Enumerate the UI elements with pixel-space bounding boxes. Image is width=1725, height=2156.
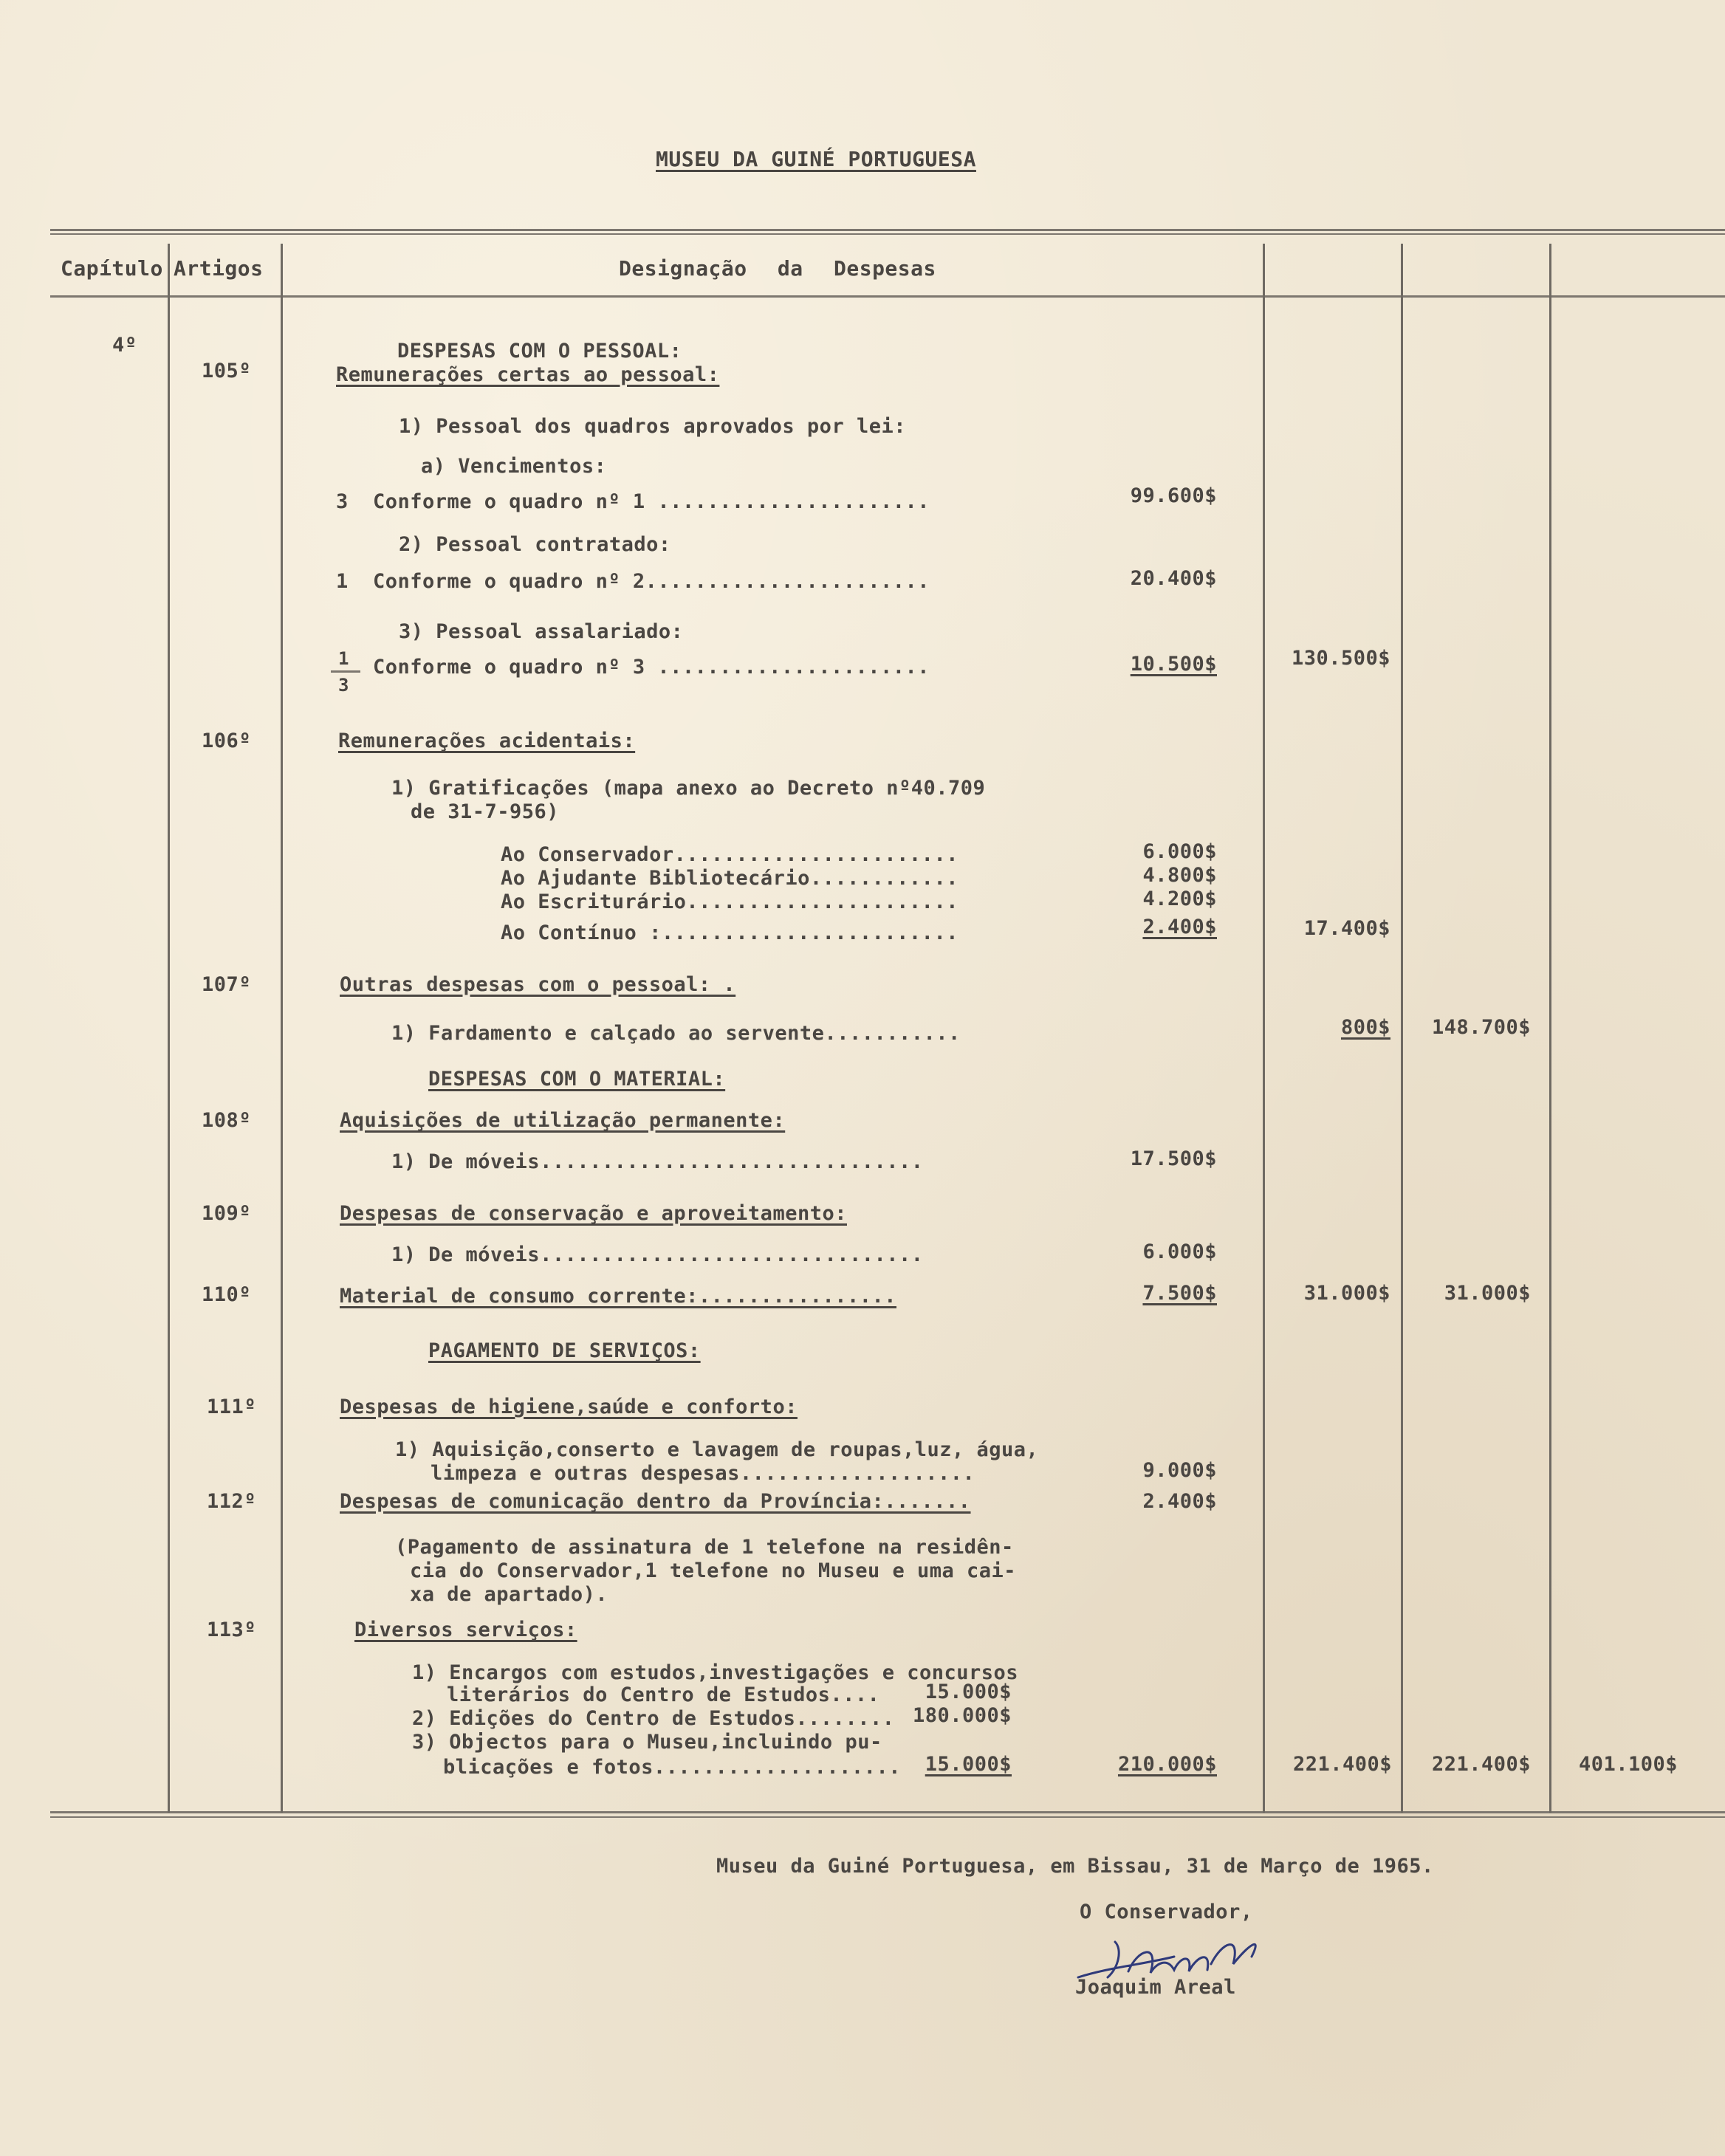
header-artigos: Artigos <box>174 256 264 281</box>
article-113: 113º <box>207 1618 257 1641</box>
line-pessoal-contratado: 2) Pessoal contratado: <box>399 533 671 556</box>
subtotal-servicos: 210.000$ <box>1117 1753 1217 1776</box>
total-material: 31.000$ <box>1444 1282 1531 1305</box>
q3-fraction-num: 1 <box>338 648 349 669</box>
section-pagamento: PAGAMENTO DE SERVIÇOS: <box>428 1339 701 1362</box>
article-108: 108º <box>202 1109 252 1132</box>
value-moveis-2: 6.000$ <box>1142 1240 1217 1263</box>
footer-role: O Conservador, <box>1080 1901 1253 1923</box>
value-comunicacao: 2.400$ <box>1142 1490 1217 1513</box>
q3-label: Conforme o quadro nº 3 ...................... <box>373 656 930 679</box>
total-servicos-1: 221.400$ <box>1292 1753 1392 1776</box>
q3-subtotal: 130.500$ <box>1291 647 1390 670</box>
q3-fraction-bar <box>331 670 360 673</box>
article-107: 107º <box>202 973 252 996</box>
line-vencimentos: a) Vencimentos: <box>421 455 607 478</box>
section-pessoal: DESPESAS COM O PESSOAL: <box>397 340 682 363</box>
q2-label: Conforme o quadro nº 2....................... <box>373 570 930 593</box>
line-pagamento-assinatura-2: cia do Conservador,1 telefone no Museu e uma cai- <box>410 1559 1017 1582</box>
line-continuo: Ao Contínuo :........................ <box>501 921 958 944</box>
col-divider-1 <box>168 244 170 1813</box>
article-112: 112º <box>207 1490 257 1513</box>
value-higiene: 9.000$ <box>1142 1459 1217 1482</box>
line-moveis-1: 1) De móveis............................... <box>391 1150 924 1173</box>
q1-value: 99.600$ <box>1130 484 1217 507</box>
heading-conservacao: Despesas de conservação e aproveitamento: <box>340 1202 847 1225</box>
subtotal-material: 31.000$ <box>1303 1282 1390 1305</box>
article-111: 111º <box>207 1395 257 1418</box>
table-bottom-rule <box>50 1811 1725 1813</box>
line-gratificacoes: 1) Gratificações (mapa anexo ao Decreto nº40.709 <box>391 777 986 800</box>
table-top-rule <box>50 229 1725 231</box>
table-top-rule-2 <box>50 233 1725 235</box>
line-gratificacoes-2: de 31-7-956) <box>411 800 560 823</box>
q2-count: 1 <box>336 570 349 593</box>
header-designacao: Designação da Despesas <box>619 256 936 281</box>
article-109: 109º <box>202 1202 252 1225</box>
line-escriturario: Ao Escriturário...................... <box>501 890 958 913</box>
header-capitulo: Capítulo <box>61 256 163 281</box>
q3-fraction-den: 3 <box>338 675 349 696</box>
q2-value: 20.400$ <box>1130 567 1217 590</box>
value-fardamento: 800$ <box>1340 1016 1390 1039</box>
heading-rem-acidentais: Remunerações acidentais: <box>338 729 636 752</box>
line-pessoal-assalariado: 3) Pessoal assalariado: <box>399 620 684 643</box>
article-105: 105º <box>202 360 252 382</box>
value-continuo: 2.400$ <box>1142 916 1217 938</box>
line-ajudante: Ao Ajudante Bibliotecário............ <box>501 867 958 890</box>
section-material: DESPESAS COM O MATERIAL: <box>428 1068 726 1091</box>
line-material-consumo: Material de consumo corrente:................ <box>340 1285 896 1308</box>
value-objectos: 15.000$ <box>925 1753 1012 1776</box>
value-material-consumo: 7.500$ <box>1142 1282 1217 1305</box>
footer-name: Joaquim Areal <box>1075 1976 1236 1999</box>
col-divider-3 <box>1263 244 1265 1813</box>
col-divider-5 <box>1549 244 1551 1813</box>
line-aquisicao-roupas: 1) Aquisição,conserto e lavagem de roupas,luz, água, <box>395 1438 1039 1461</box>
line-objectos-2: blicações e fotos.................... <box>443 1756 901 1779</box>
col-divider-4 <box>1401 244 1403 1813</box>
table-bottom-rule-2 <box>50 1816 1725 1818</box>
document-title: MUSEU DA GUINÉ PORTUGUESA <box>656 147 976 171</box>
heading-higiene: Despesas de higiene,saúde e conforto: <box>340 1395 798 1418</box>
line-aquisicao-roupas-2: limpeza e outras despesas................... <box>431 1462 975 1485</box>
q1-count: 3 <box>336 490 349 513</box>
line-conservador: Ao Conservador....................... <box>501 843 958 866</box>
heading-diversos: Diversos serviços: <box>354 1618 577 1641</box>
total-pessoal: 148.700$ <box>1431 1016 1531 1039</box>
grand-total: 401.100$ <box>1578 1753 1678 1776</box>
value-edicoes: 180.000$ <box>912 1704 1012 1727</box>
line-fardamento: 1) Fardamento e calçado ao servente........... <box>391 1022 961 1045</box>
article-106: 106º <box>202 729 252 752</box>
value-ajudante: 4.800$ <box>1142 864 1217 887</box>
heading-outras-despesas: Outras despesas com o pessoal: . <box>340 973 736 996</box>
col-divider-2 <box>281 244 283 1813</box>
q1-label: Conforme o quadro nº 1 ...................... <box>373 490 930 513</box>
value-moveis-1: 17.500$ <box>1130 1147 1217 1170</box>
line-edicoes: 2) Edições do Centro de Estudos........ <box>412 1707 895 1730</box>
value-encargos: 15.000$ <box>925 1680 1012 1703</box>
chapter-number: 4º <box>112 334 137 357</box>
line-pagamento-assinatura-3: xa de apartado). <box>410 1583 608 1606</box>
subtotal-106: 17.400$ <box>1303 917 1390 940</box>
line-pessoal-quadros: 1) Pessoal dos quadros aprovados por lei: <box>399 415 906 438</box>
total-servicos-2: 221.400$ <box>1431 1753 1531 1776</box>
value-escriturario: 4.200$ <box>1142 888 1217 910</box>
heading-rem-certas: Remunerações certas ao pessoal: <box>336 363 720 386</box>
q3-value: 10.500$ <box>1130 653 1217 676</box>
value-conservador: 6.000$ <box>1142 840 1217 863</box>
line-encargos-2: literários do Centro de Estudos.... <box>447 1683 880 1706</box>
article-110: 110º <box>202 1283 252 1306</box>
line-encargos: 1) Encargos com estudos,investigações e concursos <box>412 1661 1019 1684</box>
footer-place-date: Museu da Guiné Portuguesa, em Bissau, 31 de Março de 1965. <box>716 1855 1434 1878</box>
line-objectos: 3) Objectos para o Museu,incluindo pu- <box>412 1731 882 1754</box>
line-pagamento-assinatura: (Pagamento de assinatura de 1 telefone na residên- <box>395 1536 1014 1559</box>
heading-comunicacao: Despesas de comunicação dentro da Província:....... <box>340 1490 971 1513</box>
line-moveis-2: 1) De móveis............................... <box>391 1243 924 1266</box>
header-bottom-rule <box>50 295 1725 298</box>
heading-aquisicoes: Aquisições de utilização permanente: <box>340 1109 786 1132</box>
